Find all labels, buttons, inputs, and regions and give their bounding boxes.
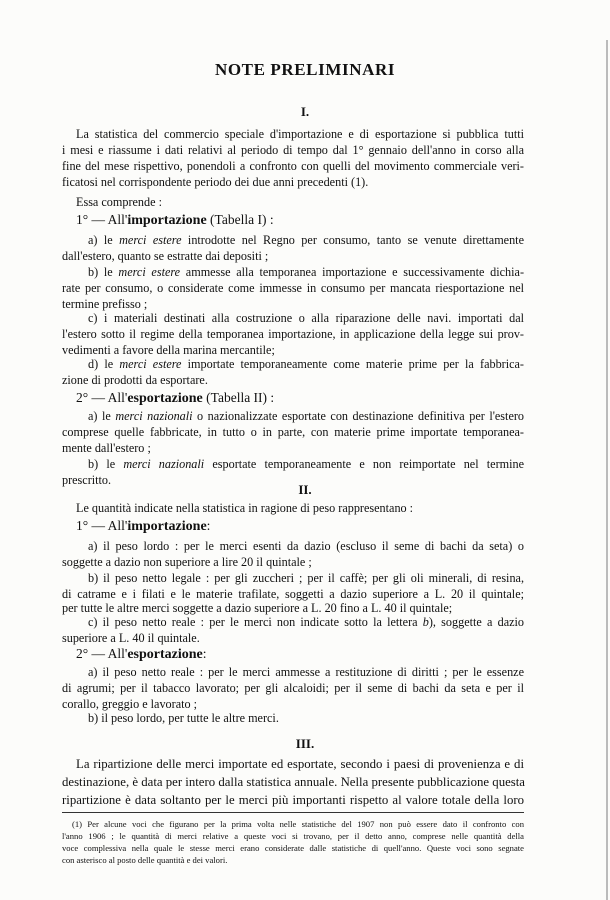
paragraph-line: zione di prodotti da esportare. — [62, 373, 208, 387]
paragraph-line: superiore a L. 40 il quintale. — [62, 631, 200, 645]
footnote-divider — [62, 812, 524, 813]
subheading-import: 1° — All'importazione (Tabella I) : — [76, 212, 274, 228]
paragraph-line: mente dall'estero ; — [62, 441, 151, 455]
paragraph-line: i mesi e riassume i dati relativi al periodo di tempo dal 1° gennaio dell'anno in corso alla — [62, 143, 524, 157]
list-item: b) le merci estere ammesse alla temporanea importazione e successivamente dichia- — [88, 265, 525, 279]
paragraph-line: prescritto. — [62, 473, 112, 487]
section-heading-3: III. — [295, 736, 315, 751]
paragraph-line: rate per consumo, o considerate come immesse in consumo per mancata riesportazione nel — [62, 281, 524, 295]
paragraph-line: Le quantità indicate nella statistica in ragione di peso rappresentano : — [76, 501, 414, 515]
paragraph-line: vedimenti a favore della marina mercantile; — [62, 343, 275, 357]
paragraph-line: destinazione, è data per intero dalla statistica annuale. Nella presente pubblicazione questa — [62, 775, 525, 789]
list-item: a) il peso netto reale : per le merci ammesse a restituzione di diritti ; per le essenze — [88, 665, 524, 679]
section-heading-1: I. — [300, 104, 310, 119]
paragraph-line: Essa comprende : — [76, 195, 162, 209]
subheading-import: 1° — All'importazione: — [76, 518, 211, 534]
paragraph-line: ripartizione è data soltanto per le merci più importanti rispetto al valore totale della loro — [62, 793, 524, 807]
list-item: b) le merci nazionali esportate temporaneamente e non reimportate nel termine — [88, 457, 525, 471]
paragraph-line: La ripartizione delle merci importate ed esportate, secondo i paesi di provenienza e di — [76, 757, 524, 771]
footnote-line: con asterisco al posto delle quantità e dei valori. — [62, 855, 228, 865]
subheading-export: 2° — All'esportazione: — [76, 646, 207, 662]
paragraph-line: soggette a dazio non superiore a lire 20 il quintale ; — [62, 555, 312, 569]
page-edge — [606, 40, 608, 900]
paragraph-line: corallo, greggio e lavorato ; — [62, 697, 198, 711]
list-item: a) il peso lordo : per le merci esenti da dazio (escluso il seme di bachi da seta) o — [88, 539, 524, 553]
footnote-line: l'anno 1906 ; le quantità di merci relative a queste voci si trovano, per il detto anno, comprese nelle quantità della — [62, 831, 524, 841]
paragraph-line: termine prefisso ; — [62, 297, 148, 311]
paragraph-line: fine del mese rispettivo, ponendoli a confronto con quelli del movimento commerciale veri- — [62, 159, 524, 173]
paragraph-line: di catrame e i filati e le materie trafilate, soggetti a dazio superiore a L. 20 il quintale; — [62, 587, 524, 601]
list-item: a) le merci nazionali o nazionalizzate esportate con destinazione definitiva per l'estero — [88, 409, 525, 423]
footnote-line: (1) Per alcune voci che figurano per la prima volta nelle statistiche del 1907 non può essere dato il confronto con — [72, 819, 524, 829]
paragraph-line: di agrumi; per il tabacco lavorato; per gli alcaloidi; per il seme di bachi da seta e per il — [62, 681, 524, 695]
list-item: b) il peso lordo, per tutte le altre merci. — [88, 711, 279, 725]
list-item: c) i materiali destinati alla costruzione o alla riparazione delle navi. importati dal — [88, 311, 524, 325]
list-item: d) le merci estere importate temporaneamente come materie prime per la fabbrica- — [88, 357, 524, 371]
paragraph-line: l'estero sotto il regime della temporanea importazione, in applicazione della legge sui prov- — [62, 327, 524, 341]
page-title: NOTE PRELIMINARI — [214, 60, 396, 79]
subheading-export: 2° — All'esportazione (Tabella II) : — [76, 390, 275, 406]
list-item: b) il peso netto legale : per gli zuccheri ; per il caffè; per gli oli minerali, di resina, — [88, 571, 524, 585]
paragraph-line: dall'estero, quanto se estratte dai depositi ; — [62, 249, 269, 263]
section-heading-2: II. — [298, 482, 312, 497]
paragraph-line: comprese quelle fabbricate, in tutto o in parte, con materie prime importate temporanea- — [62, 425, 524, 439]
paragraph-line: per tutte le altre merci soggette a dazio superiore a L. 20 fino a L. 40 il quintale; — [62, 601, 453, 615]
paragraph-line: La statistica del commercio speciale d'importazione e di esportazione si pubblica tutti — [76, 127, 524, 141]
footnote-line: voce complessiva nella quale le stesse merci erano considerate dalle statistiche di quell'anno. Queste voci sono segnate — [62, 843, 524, 853]
list-item: a) le merci estere introdotte nel Regno per consumo, tanto se venute direttamente — [88, 233, 524, 247]
paragraph-line: ficatosi nel corrispondente periodo dei due anni precedenti (1). — [62, 175, 369, 189]
list-item: c) il peso netto reale : per le merci non indicate sotto la lettera b), soggette a dazio — [88, 615, 524, 629]
